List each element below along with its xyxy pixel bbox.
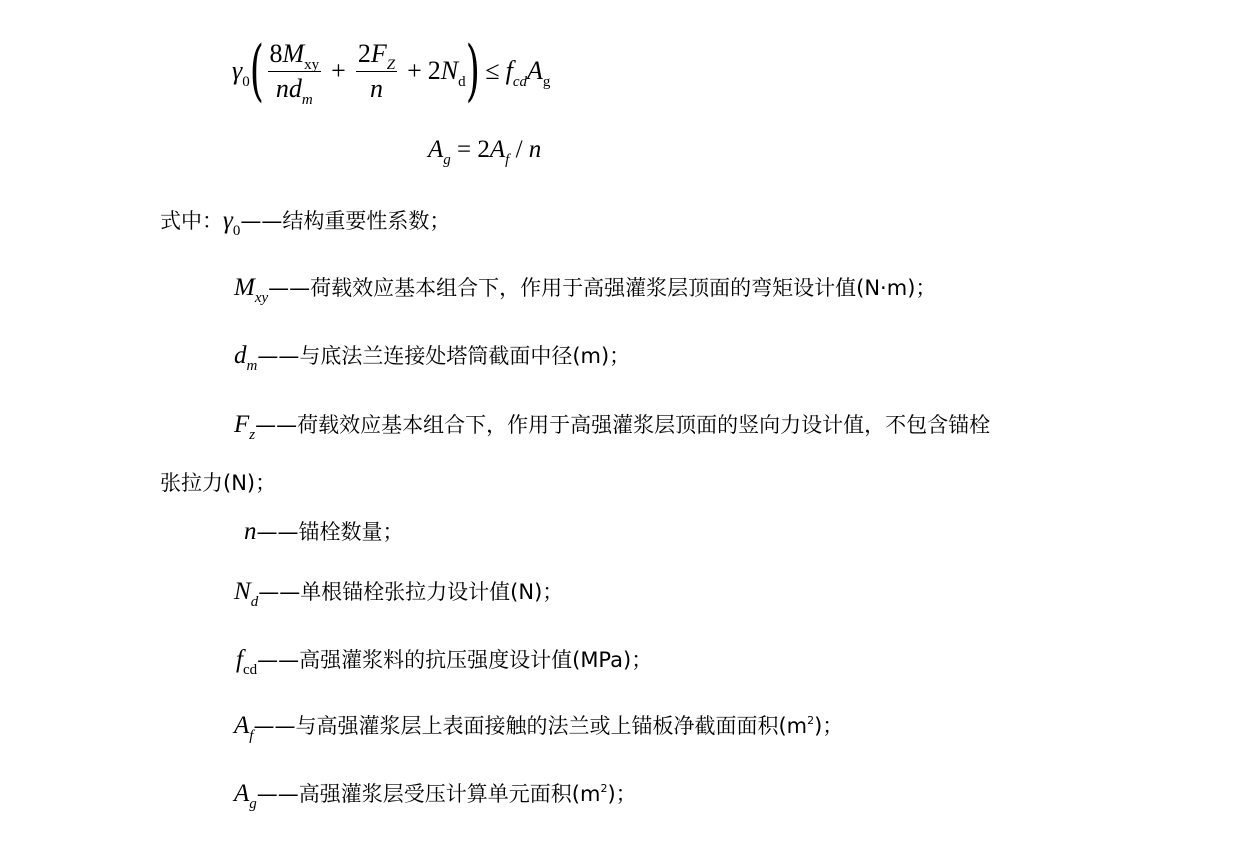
definition-fcd: $f_{cd}——$高强灌浆料的抗压强度设计值(MPa)； xyxy=(236,646,653,678)
definition-fz-continuation: 张拉力(N)； xyxy=(160,471,277,495)
symbol-dm: $d_m$ xyxy=(234,342,258,374)
right-paren: ) xyxy=(465,32,480,109)
definition-dm: $d_m——$与底法兰连接处塔筒截面中径(m)； xyxy=(234,342,631,374)
symbol-mxy: $M_{xy}$ xyxy=(234,274,269,306)
gamma-symbol: $\gamma_0$ xyxy=(232,56,250,90)
definition-nd: $N_d——$单根锚栓张拉力设计值(N)； xyxy=(234,578,564,610)
definition-n: n——锚栓数量； xyxy=(244,518,404,545)
symbol-fcd: $f_{cd}$ xyxy=(236,646,258,678)
formula-area: $A_g = 2A_f / n$ xyxy=(428,136,542,168)
left-paren: ( xyxy=(249,32,264,109)
definition-mxy: $M_{xy}——$荷载效应基本组合下，作用于高强灌浆层顶面的弯矩设计值(N·m)； xyxy=(234,274,937,306)
definition-fz: $F_z——$荷载效应基本组合下，作用于高强灌浆层顶面的竖向力设计值，不包含锚栓 xyxy=(234,411,991,443)
symbol-fz: $F_z$ xyxy=(234,411,256,443)
symbol-nd: $N_d$ xyxy=(234,578,259,610)
definition-gamma0: 式中：$\gamma_0——$结构重要性系数； xyxy=(160,207,451,239)
symbol-ag: $A_g$ xyxy=(234,780,257,812)
definition-ag: $A_g——$高强灌浆层受压计算单元面积$(m^2)$； xyxy=(234,780,637,812)
fraction-moment: $\frac{8M_{xy}}{nd_m}$ xyxy=(269,38,320,108)
symbol-n: n xyxy=(244,518,257,545)
definition-af: $A_f——$与高强灌浆层上表面接触的法兰或上锚板净截面面积$(m^2)$； xyxy=(234,712,844,744)
symbol-af: $A_f$ xyxy=(234,712,254,744)
symbol-gamma0: $\gamma_0$ xyxy=(223,207,241,239)
fraction-force: $\frac{2F_Z}{n}$ xyxy=(357,38,396,103)
formula-compressive-check: $\gamma_0$ ( $\frac{8M_{xy}}{nd_m}$ + $\frac{2F_Z}{n}$ + $2N_d$ ) ≤ $f_{cd}A_g$ xyxy=(232,32,551,109)
tension-term: $2N_d$ xyxy=(427,56,466,90)
strength-term: $f_{cd}A_g$ xyxy=(505,56,551,90)
